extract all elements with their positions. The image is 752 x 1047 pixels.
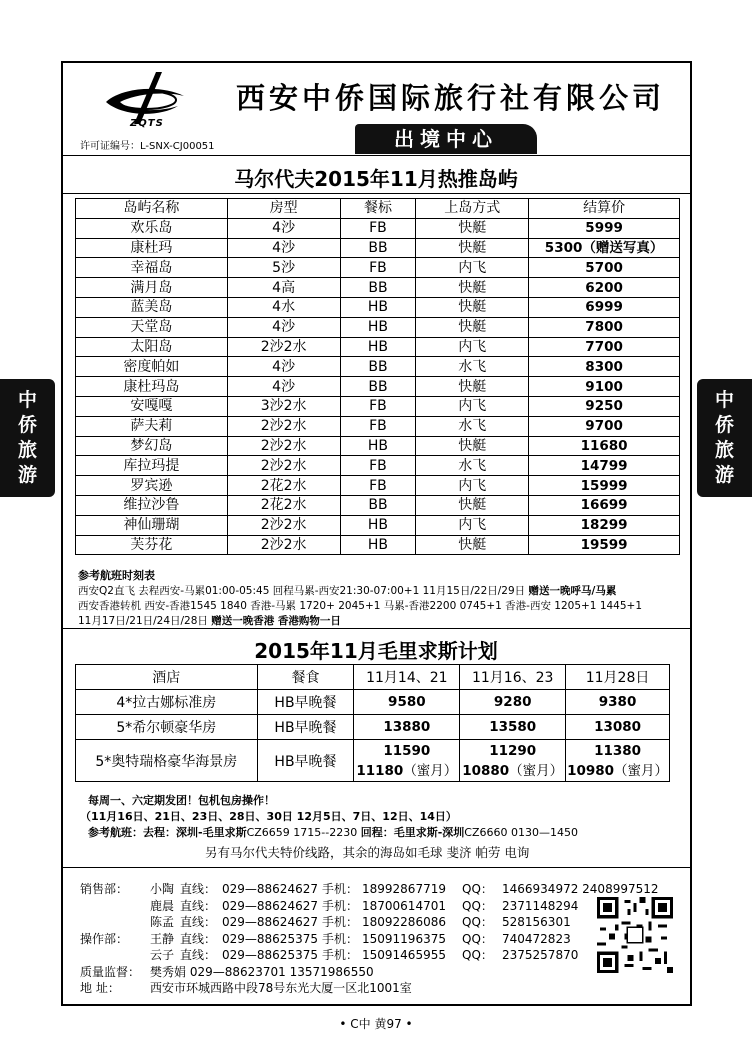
- table-row: [76, 476, 680, 496]
- divider: [61, 193, 692, 194]
- table-cell: 房型: [227, 199, 340, 219]
- table-cell: 9700: [529, 416, 680, 436]
- table-cell: 11月14、21: [354, 665, 460, 690]
- table-cell: 2沙2水: [227, 456, 340, 476]
- table-row: [76, 456, 680, 476]
- contact-qq-label: QQ：: [462, 882, 493, 896]
- table-cell: 6200: [529, 278, 680, 298]
- table-row: [76, 218, 680, 238]
- honeymoon-value: 10980: [567, 762, 615, 779]
- flight-line: [78, 583, 616, 598]
- table-cell: 欢乐岛: [76, 218, 228, 238]
- table-cell: 康杜玛: [76, 238, 228, 258]
- table-cell: 4沙: [227, 238, 340, 258]
- table-cell: 4沙: [227, 218, 340, 238]
- contact-name: 鹿晨: [150, 898, 175, 913]
- contact-line-label: 直线：: [180, 882, 217, 896]
- table-row: [76, 665, 670, 690]
- contact-name: 小陶: [150, 882, 175, 896]
- table-cell: HB: [340, 515, 416, 535]
- contact-mobile: 18092286086: [362, 915, 446, 929]
- side-tab-char: 旅: [17, 439, 37, 461]
- table-cell: BB: [340, 377, 416, 397]
- side-tab-right: [697, 379, 752, 497]
- table-cell: 4水: [227, 297, 340, 317]
- price-cell: [460, 690, 566, 715]
- table-cell: 11月28日: [566, 665, 670, 690]
- address-row: [80, 980, 672, 997]
- flight-bonus: 赠送一晚香港 香港购物一日: [211, 615, 341, 627]
- table-cell: FB: [340, 416, 416, 436]
- contact-mobile-label: 手机：: [322, 948, 359, 962]
- contact-name: 云子: [150, 948, 175, 962]
- table-cell: 天堂岛: [76, 317, 228, 337]
- address-value: 西安市环城西路中段78号东光大厦一区北1001室: [150, 981, 412, 995]
- table-cell: 岛屿名称: [76, 199, 228, 219]
- contact-row: [80, 914, 672, 931]
- contact-mobile: 15091465955: [362, 948, 446, 962]
- contacts-block: [80, 881, 672, 997]
- table-cell: 酒店: [76, 665, 258, 690]
- divider: [61, 628, 692, 629]
- meal-cell: HB早晚餐: [257, 690, 354, 715]
- departure-dates: （11月16日、21日、23日、28日、30日 12月5日、7日、12日、14日）: [80, 810, 457, 823]
- table-cell: 5700: [529, 258, 680, 278]
- price-cell: [354, 740, 460, 782]
- flights-title: 参考航班时刻表: [78, 569, 155, 582]
- address-label: 地 址：: [80, 981, 120, 995]
- table-cell: 7800: [529, 317, 680, 337]
- table-cell: 2沙2水: [227, 436, 340, 456]
- price-cell: [566, 690, 670, 715]
- mauritius-table: [75, 664, 670, 782]
- maldives-table: [75, 198, 680, 555]
- maldives-title: 马尔代夫2015年11月热推岛屿: [234, 167, 518, 191]
- table-cell: 5300（赠送写真）: [529, 238, 680, 258]
- table-cell: 11月16、23: [460, 665, 566, 690]
- table-cell: 库拉玛提: [76, 456, 228, 476]
- price-value: 11290: [489, 742, 537, 759]
- table-row: [76, 337, 680, 357]
- contact-qq-label: QQ：: [462, 915, 493, 929]
- flight-label: 参考航班：: [88, 826, 143, 839]
- table-cell: 4沙: [227, 317, 340, 337]
- table-cell: 内飞: [416, 258, 529, 278]
- table-row: [76, 715, 670, 740]
- table-cell: FB: [340, 258, 416, 278]
- contact-line: 029—88624627: [222, 882, 318, 896]
- table-cell: 2沙2水: [227, 416, 340, 436]
- contact-qq: 740472823: [502, 931, 571, 946]
- price-value: 9580: [388, 694, 426, 710]
- quality-row: [80, 964, 672, 981]
- table-row: [76, 690, 670, 715]
- price-cell: [354, 715, 460, 740]
- price-cell: [354, 690, 460, 715]
- table-cell: FB: [340, 396, 416, 416]
- table-cell: 神仙珊瑚: [76, 515, 228, 535]
- table-cell: 7700: [529, 337, 680, 357]
- table-cell: 3沙2水: [227, 396, 340, 416]
- table-cell: 蓝美岛: [76, 297, 228, 317]
- table-row: [76, 515, 680, 535]
- price-cell: [460, 715, 566, 740]
- contact-dept: 销售部：: [80, 882, 129, 896]
- contact-qq: 2375257870: [502, 948, 579, 962]
- qr-code-icon: [597, 897, 673, 973]
- price-cell: [460, 740, 566, 782]
- honeymoon-value: 11180: [356, 762, 404, 779]
- table-cell: 快艇: [416, 377, 529, 397]
- table-cell: 2沙2水: [227, 337, 340, 357]
- contact-qq-label: QQ：: [462, 898, 493, 913]
- contact-mobile-label: 手机：: [322, 898, 359, 913]
- table-row: [76, 278, 680, 298]
- table-cell: 快艇: [416, 535, 529, 555]
- table-row: [76, 258, 680, 278]
- return-label: 回程：毛里求斯-深圳: [360, 826, 465, 839]
- contact-qq: 2371148294: [502, 898, 579, 913]
- table-row: [76, 297, 680, 317]
- contact-line-label: 直线：: [180, 915, 217, 929]
- honeymoon-price: [566, 759, 669, 779]
- schedule-note: 每周一、六定期发团！包机包房操作！: [88, 794, 275, 807]
- hotel-cell: 5*希尔顿豪华房: [76, 715, 258, 740]
- company-name: 西安中侨国际旅行社有限公司: [236, 81, 666, 115]
- contact-qq: 1466934972 2408997512: [502, 882, 659, 896]
- table-cell: FB: [340, 456, 416, 476]
- table-cell: 幸福岛: [76, 258, 228, 278]
- table-cell: 餐标: [340, 199, 416, 219]
- table-cell: 快艇: [416, 317, 529, 337]
- table-cell: 5999: [529, 218, 680, 238]
- table-row: [76, 416, 680, 436]
- table-cell: 4沙: [227, 377, 340, 397]
- table-cell: 内飞: [416, 515, 529, 535]
- table-cell: HB: [340, 317, 416, 337]
- contact-qq-label: QQ：: [462, 948, 493, 962]
- flight-bonus: 赠送一晚呼马/马累: [528, 585, 617, 597]
- table-cell: 餐食: [257, 665, 354, 690]
- table-cell: 4沙: [227, 357, 340, 377]
- honeymoon-price: [460, 759, 565, 779]
- contact-line-label: 直线：: [180, 948, 217, 962]
- qc-value: 樊秀娟 029—88623701 13571986550: [150, 964, 374, 979]
- return-flight: CZ6660 0130—1450: [464, 826, 578, 839]
- table-cell: 6999: [529, 297, 680, 317]
- table-cell: BB: [340, 278, 416, 298]
- contact-line: 029—88624627: [222, 915, 318, 929]
- contact-mobile: 15091196375: [362, 931, 446, 946]
- flight-line: [78, 613, 341, 628]
- table-row: [76, 357, 680, 377]
- table-cell: 快艇: [416, 278, 529, 298]
- table-row: [76, 238, 680, 258]
- table-cell: FB: [340, 476, 416, 496]
- table-row: [76, 317, 680, 337]
- flight-text: 11月17日/21日/24日/28日: [78, 615, 208, 627]
- side-tab-char: 侨: [17, 414, 37, 436]
- table-cell: FB: [340, 218, 416, 238]
- price-value: 9280: [493, 694, 532, 710]
- contact-mobile-label: 手机：: [322, 915, 359, 929]
- table-cell: 满月岛: [76, 278, 228, 298]
- meal-cell: HB早晚餐: [257, 715, 354, 740]
- table-cell: 内飞: [416, 396, 529, 416]
- contact-row: [80, 898, 672, 915]
- hotel-cell: 5*奥特瑞格豪华海景房: [76, 740, 258, 782]
- table-cell: 4高: [227, 278, 340, 298]
- side-tab-char: 旅: [714, 439, 734, 461]
- table-cell: 安嘎嘎: [76, 396, 228, 416]
- contact-line: 029—88624627: [222, 898, 318, 913]
- table-cell: 15999: [529, 476, 680, 496]
- table-cell: 16699: [529, 495, 680, 515]
- contact-name: 陈孟: [150, 915, 175, 929]
- table-cell: 萨夫莉: [76, 416, 228, 436]
- contact-name: 王静: [150, 931, 175, 946]
- table-cell: BB: [340, 495, 416, 515]
- table-cell: 14799: [529, 456, 680, 476]
- flight-text: 西安Q2直飞 去程西安-马累01:00-05:45 回程马累-西安21:30-07:00+1 11月15日/22日/29日: [78, 585, 526, 597]
- table-cell: 上岛方式: [416, 199, 529, 219]
- price-value: 13580: [489, 719, 537, 735]
- contact-dept: 操作部：: [80, 931, 129, 946]
- table-cell: 太阳岛: [76, 337, 228, 357]
- contact-line: 029—88625375: [222, 931, 318, 946]
- table-row: [76, 377, 680, 397]
- contact-line-label: 直线：: [180, 898, 217, 913]
- qc-label: 质量监督：: [80, 964, 141, 979]
- contact-line: 029—88625375: [222, 948, 318, 962]
- table-row: [76, 396, 680, 416]
- other-routes-note: 另有马尔代夫特价线路，其余的海岛如毛球 斐济 帕劳 电询: [205, 845, 530, 860]
- table-cell: BB: [340, 357, 416, 377]
- table-cell: 2沙2水: [227, 535, 340, 555]
- table-cell: 快艇: [416, 238, 529, 258]
- table-cell: HB: [340, 535, 416, 555]
- price-value: 9380: [598, 694, 637, 710]
- table-cell: 罗宾逊: [76, 476, 228, 496]
- contact-qq-label: QQ：: [462, 931, 493, 946]
- contact-qq: 528156301: [502, 915, 571, 929]
- department-badge: 出境中心: [355, 124, 537, 154]
- outbound-flight: CZ6659 1715--2230: [246, 826, 358, 839]
- contact-mobile: 18700614701: [362, 898, 446, 913]
- table-cell: 18299: [529, 515, 680, 535]
- price-value: 13880: [383, 719, 431, 735]
- contact-mobile-label: 手机：: [322, 931, 359, 946]
- hotel-cell: 4*拉古娜标准房: [76, 690, 258, 715]
- table-cell: 芙芬花: [76, 535, 228, 555]
- side-tab-char: 侨: [714, 414, 734, 436]
- table-cell: 结算价: [529, 199, 680, 219]
- contact-mobile: 18992867719: [362, 882, 446, 896]
- table-cell: 快艇: [416, 297, 529, 317]
- honeymoon-price: [354, 759, 459, 779]
- contact-row: [80, 881, 672, 898]
- table-cell: 密度帕如: [76, 357, 228, 377]
- divider: [61, 867, 692, 868]
- table-cell: BB: [340, 238, 416, 258]
- table-cell: HB: [340, 337, 416, 357]
- table-cell: 19599: [529, 535, 680, 555]
- table-cell: 水飞: [416, 416, 529, 436]
- contact-row: [80, 931, 672, 948]
- side-tab-char: 游: [714, 464, 734, 486]
- price-value: 13080: [594, 719, 642, 735]
- price-value: 11380: [594, 742, 642, 759]
- logo-text: ZQTS: [130, 118, 164, 129]
- honeymoon-label: （蜜月）: [509, 762, 564, 779]
- price-value: 11590: [383, 742, 431, 759]
- table-row: [76, 495, 680, 515]
- table-row: [76, 535, 680, 555]
- outbound-label: 去程：深圳-毛里求斯: [143, 826, 247, 839]
- mauritius-title: 2015年11月毛里求斯计划: [254, 639, 498, 663]
- price-cell: [566, 715, 670, 740]
- side-tab-char: 中: [17, 389, 37, 411]
- meal-cell: HB早晚餐: [257, 740, 354, 782]
- table-cell: 快艇: [416, 218, 529, 238]
- table-cell: 9100: [529, 377, 680, 397]
- side-tab-left: [0, 379, 55, 497]
- table-cell: HB: [340, 297, 416, 317]
- table-cell: 内飞: [416, 476, 529, 496]
- honeymoon-label: （蜜月）: [403, 762, 458, 779]
- table-cell: 2花2水: [227, 476, 340, 496]
- price-cell: [566, 740, 670, 782]
- table-cell: 水飞: [416, 357, 529, 377]
- table-cell: HB: [340, 436, 416, 456]
- honeymoon-value: 10880: [462, 762, 510, 779]
- side-tab-char: 中: [714, 389, 734, 411]
- table-cell: 内飞: [416, 337, 529, 357]
- side-tab-char: 游: [17, 464, 37, 486]
- table-cell: 水飞: [416, 456, 529, 476]
- table-cell: 8300: [529, 357, 680, 377]
- table-cell: 快艇: [416, 495, 529, 515]
- table-cell: 11680: [529, 436, 680, 456]
- table-cell: 5沙: [227, 258, 340, 278]
- table-cell: 快艇: [416, 436, 529, 456]
- table-cell: 2沙2水: [227, 515, 340, 535]
- table-cell: 康杜玛岛: [76, 377, 228, 397]
- table-row: [76, 199, 680, 219]
- contact-row: [80, 947, 672, 964]
- divider: [61, 155, 692, 156]
- table-cell: 梦幻岛: [76, 436, 228, 456]
- mauritius-flights: [88, 824, 578, 840]
- contact-line-label: 直线：: [180, 931, 217, 946]
- page-footer: • C中 黄97 •: [339, 1017, 413, 1031]
- license-number: 许可证编号：L-SNX-CJ00051: [80, 141, 215, 152]
- table-cell: 2花2水: [227, 495, 340, 515]
- contact-mobile-label: 手机：: [322, 882, 359, 896]
- table-row: [76, 740, 670, 782]
- honeymoon-label: （蜜月）: [614, 762, 669, 779]
- table-cell: 9250: [529, 396, 680, 416]
- flight-line: 西安香港转机 西安-香港1545 1840 香港-马累 1720+ 2045+1 马累-香港2200 0745+1 香港-西安 1205+1 1445+1: [78, 600, 643, 612]
- table-row: [76, 436, 680, 456]
- table-cell: 维拉沙鲁: [76, 495, 228, 515]
